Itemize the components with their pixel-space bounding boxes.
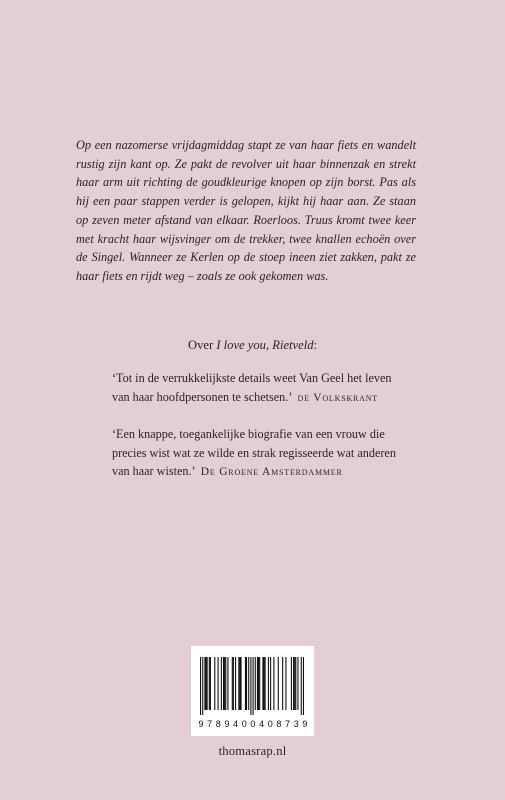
barcode-bar	[227, 657, 228, 710]
barcode-bar	[291, 657, 292, 710]
barcode-bar	[239, 657, 240, 710]
barcode-bar	[214, 657, 215, 710]
quote-source: De Groene Amsterdammer	[200, 466, 343, 478]
book-title: I love you, Rietveld	[216, 338, 314, 352]
barcode-bar	[210, 657, 211, 710]
barcode-digit: 8	[276, 719, 282, 729]
barcode-bar	[218, 657, 219, 710]
barcode-bar	[233, 657, 234, 710]
barcode-bar	[262, 657, 263, 710]
barcode-bar	[246, 657, 247, 710]
barcode-bar	[202, 657, 203, 715]
barcode-bar	[241, 657, 242, 710]
barcode-bar	[263, 657, 264, 710]
barcode-digit: 8	[215, 719, 221, 729]
barcode-digit: 0	[267, 719, 273, 729]
barcode-bar	[293, 657, 294, 710]
quote-source: de Volkskrant	[297, 391, 378, 404]
barcode-bar	[225, 657, 226, 710]
barcode-digit: 7	[285, 719, 291, 729]
reviews-heading	[0, 338, 505, 353]
back-cover-blurb: Op een nazomerse vrijdagmiddag stapt ze van haar fiets en wandelt rustig zijn kant op. Ze pakt de revolver uit haar binnenzak en strekt haar arm uit richting de goudkleurige knopen op zijn borst. Pas als hij een paar stappen verder is gelopen, kijkt hij haar aan. Ze staan op zeven meter afstand van elkaar. Roerloos. Truus kromt twee keer met kracht haar wijsvinger om de trekker, twee knallen echoën over de Singel. Wanneer ze Kerlen op de stoep ineen ziet zakken, pakt ze haar fiets en rijdt weg – zoals ze ook gekomen was.	[76, 138, 416, 283]
barcode-bar	[259, 657, 260, 710]
barcode-bar	[258, 657, 259, 710]
barcode-bar	[235, 657, 236, 710]
review-quote	[112, 369, 412, 407]
barcode-bar	[207, 657, 208, 710]
barcode-bar	[248, 657, 249, 710]
barcode-bar	[295, 657, 296, 710]
barcode-bar	[285, 657, 286, 710]
barcode-bar	[238, 657, 239, 710]
barcode-bar	[265, 657, 266, 710]
quote-text: ‘Tot in de verrukkelijkste details weet Van Geel het leven van haar hoofdpersonen te schetsen.’	[112, 371, 392, 404]
barcode-bar	[270, 657, 271, 710]
barcode-bars	[200, 657, 304, 715]
barcode-digit: 4	[233, 719, 239, 729]
barcode-digit: 0	[250, 719, 256, 729]
barcode-bar	[301, 657, 302, 715]
barcode-digit: 3	[293, 719, 299, 729]
barcode-bar	[303, 657, 304, 715]
barcode-bar	[245, 657, 246, 710]
barcode-bar	[204, 657, 205, 710]
barcode-bar	[297, 657, 298, 710]
barcode-bar	[223, 657, 224, 710]
barcode-digit: 9	[224, 719, 230, 729]
barcode-bar	[250, 657, 251, 715]
barcode-bar	[268, 657, 269, 710]
review-quote	[112, 425, 412, 482]
barcode-bar	[232, 657, 233, 710]
quote-text: ‘Een knappe, toegankelijke biografie van een vrouw die precies wist wat ze wilde en strak regisseerde wat anderen van haar wisten.’	[112, 427, 396, 478]
barcode-digit: 7	[207, 719, 213, 729]
publisher-website: thomasrap.nl	[218, 744, 287, 758]
isbn-barcode	[191, 646, 314, 736]
barcode-bar	[200, 657, 201, 715]
reviews-heading-prefix: Over	[187, 338, 217, 352]
barcode-digit: 4	[259, 719, 265, 729]
barcode-bar	[209, 657, 210, 710]
barcode-bar	[257, 657, 258, 710]
barcode-digit: 9	[198, 719, 204, 729]
barcode-bar	[282, 657, 283, 710]
barcode-bar	[273, 657, 274, 710]
barcode-bar	[294, 657, 295, 710]
barcode-number	[197, 717, 309, 731]
barcode-digit: 0	[241, 719, 247, 729]
barcode-bar	[255, 657, 256, 710]
barcode-bar	[253, 657, 254, 715]
reviews-heading-suffix: :	[313, 338, 318, 352]
barcode-bar	[224, 657, 225, 710]
barcode-bar	[221, 657, 222, 710]
barcode-digit: 9	[302, 719, 308, 729]
barcode-bar	[278, 657, 279, 710]
barcode-bar	[205, 657, 206, 710]
